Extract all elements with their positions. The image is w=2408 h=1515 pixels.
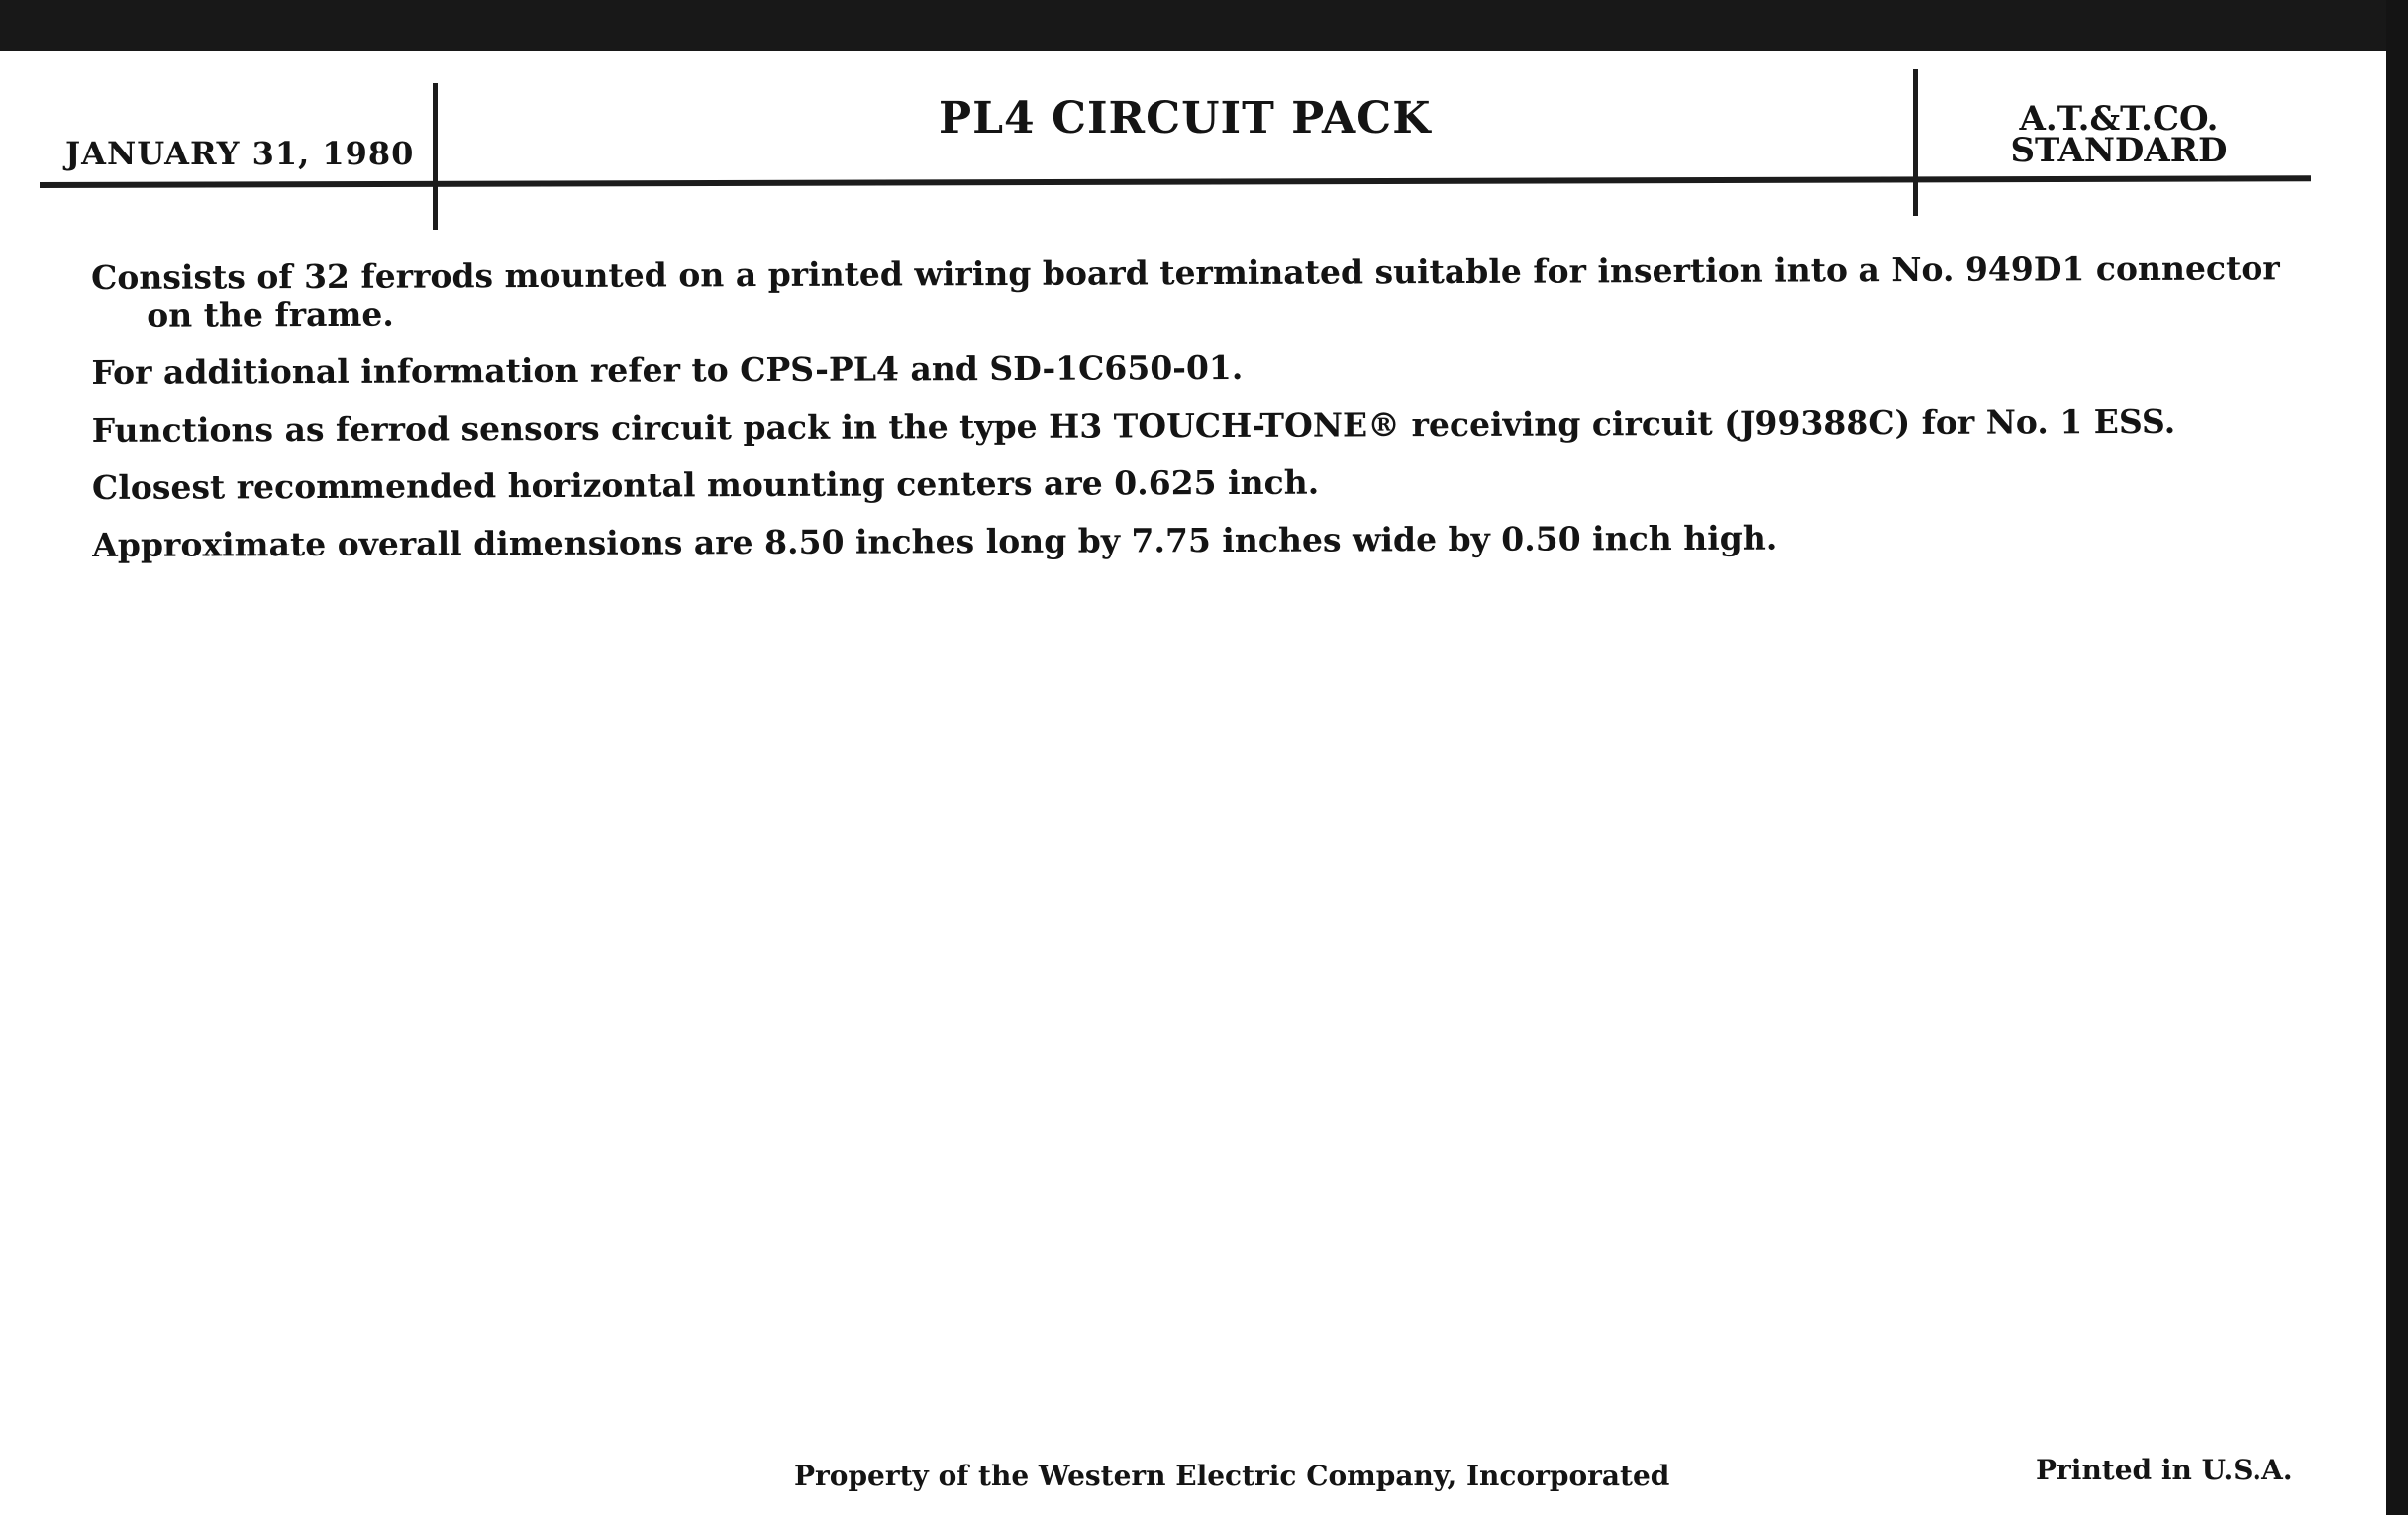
paragraph-description: Consists of 32 ferrods mounted on a printed wiring board terminated suitable for insertion into a No. 949D1 connector on the frame. (90, 249, 2280, 335)
scan-border-right (2386, 0, 2408, 1515)
header-divider-right (1913, 69, 1918, 216)
document-body (90, 249, 2280, 584)
paragraph-function: Functions as ferrod sensors circuit pack in the type H3 TOUCH-TONE® receiving circuit (J99388C) for No. 1 ESS. (91, 401, 2176, 450)
document-title: PL4 CIRCUIT PACK (939, 93, 1432, 144)
document-date: JANUARY 31, 1980 (65, 135, 415, 172)
footer-property: Property of the Western Electric Company, Incorporated (794, 1460, 1670, 1492)
paragraph-mounting: Closest recommended horizontal mounting centers are 0.625 inch. (91, 462, 1320, 507)
standard-label (1980, 99, 2258, 170)
scan-border-top (0, 0, 2408, 51)
standard-line-2: STANDARD (2010, 131, 2228, 170)
paragraph-reference: For additional information refer to CPS-PL4 and SD-1C650-01. (91, 348, 1244, 392)
paragraph-dimensions: Approximate overall dimensions are 8.50 inches long by 7.75 inches wide by 0.50 inch high. (92, 518, 1778, 564)
footer-printed: Printed in U.S.A. (2036, 1454, 2293, 1486)
header-divider-left (433, 83, 438, 230)
standard-line-1: A.T.&T.CO. (2019, 99, 2219, 139)
